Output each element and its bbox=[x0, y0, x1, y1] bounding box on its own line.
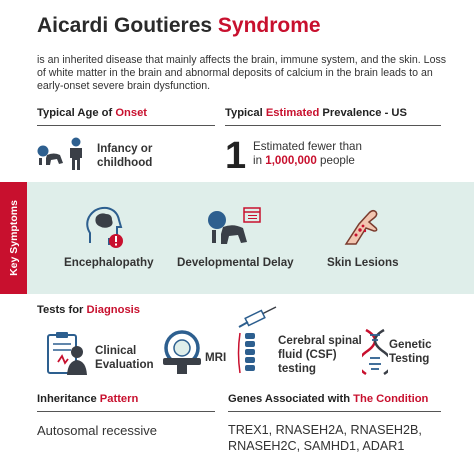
key-symptoms-tab: Key Symptoms bbox=[0, 182, 27, 294]
diagnosis-heading: Tests for Diagnosis bbox=[37, 304, 140, 316]
child-standing-icon bbox=[66, 137, 86, 171]
genes-list: TREX1, RNASEH2A, RNASEH2B, RNASEH2C, SAMHD1, ADAR1 bbox=[228, 423, 422, 453]
symptom-label-developmental-delay: Developmental Delay bbox=[177, 256, 294, 269]
spinal-syringe-icon bbox=[234, 305, 280, 379]
prevalence-number: 1 bbox=[225, 135, 247, 177]
brain-alert-icon bbox=[84, 205, 126, 249]
inheritance-divider bbox=[37, 411, 215, 412]
inheritance-heading: Inheritance Pattern bbox=[37, 393, 139, 405]
diagnosis-label-csf: Cerebral spinal fluid (CSF) testing bbox=[278, 334, 362, 375]
prevalence-heading: Typical Estimated Prevalence - US bbox=[225, 107, 407, 119]
dna-icon bbox=[362, 328, 388, 376]
prevalence-text: Estimated fewer than in 1,000,000 people bbox=[253, 140, 362, 167]
diagnosis-label-genetic: Genetic Testing bbox=[389, 338, 432, 365]
symptom-label-encephalopathy: Encephalopathy bbox=[64, 256, 154, 269]
onset-value: Infancy or childhood bbox=[97, 142, 153, 169]
diagnosis-label-mri: MRI bbox=[205, 351, 227, 364]
onset-divider bbox=[37, 125, 215, 126]
baby-crawling-icon bbox=[36, 143, 66, 169]
page-title: Aicardi Goutieres Syndrome bbox=[37, 14, 321, 37]
mri-scanner-icon bbox=[162, 330, 202, 376]
inheritance-value: Autosomal recessive bbox=[37, 423, 157, 438]
baby-calendar-icon bbox=[205, 206, 263, 248]
clipboard-doctor-icon bbox=[46, 330, 88, 376]
diagnosis-label-clinical: Clinical Evaluation bbox=[95, 344, 154, 371]
onset-heading: Typical Age of Onset bbox=[37, 107, 148, 119]
genes-heading: Genes Associated with The Condition bbox=[228, 393, 429, 405]
prevalence-divider bbox=[225, 125, 441, 126]
symptom-label-skin-lesions: Skin Lesions bbox=[327, 256, 399, 269]
genes-divider bbox=[228, 411, 441, 412]
skin-rash-arm-icon bbox=[343, 206, 381, 246]
intro-paragraph: is an inherited disease that mainly affects the brain, immune system, and the skin. Loss of white matter in the brain and abnormal deposits of calcium in the brain leads to an early-onset severe brain dysfunction. bbox=[37, 54, 447, 92]
